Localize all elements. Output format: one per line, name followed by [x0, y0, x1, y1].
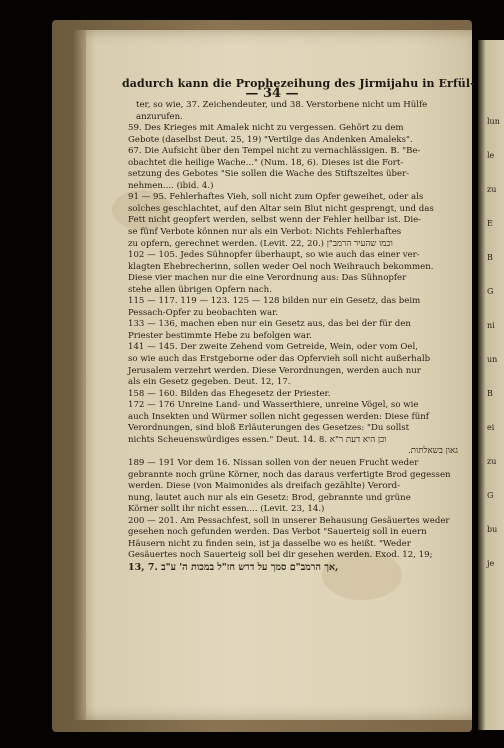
text-line: 13, 7. אך הרמב"ם סמך על דרש חז"ל במכות ה' ע"ב,: [128, 561, 339, 573]
text-line: Jerusalem verzehrt werden. Diese Verordnungen, werden auch nur: [128, 365, 421, 376]
facing-page-fragment: G: [487, 287, 494, 296]
text-line: stehe allen übrigen Opfern nach.: [128, 284, 272, 295]
facing-page-fragment: E: [487, 219, 493, 228]
facing-page-fragment: zu: [487, 185, 497, 194]
text-line: Pessach-Opfer zu beobachten war.: [128, 307, 279, 318]
text-line: klagten Ehebrecherinn, sollen weder Oel noch Weihrauch bekommen.: [128, 261, 434, 272]
text-line: 200 — 201. Am Pessachfest, soll in unserer Behausung Gesäuertes weder: [128, 515, 450, 526]
facing-page-fragment: zu: [487, 457, 497, 466]
text-line: Fett nicht geopfert werden, selbst wenn der Fehler heilbar ist. Die-: [128, 215, 422, 226]
page-body-text: [128, 100, 458, 573]
text-line: gesehen noch gefunden werden. Das Verbot "Sauerteig soll in euern: [128, 527, 427, 538]
text-line: zu opfern, gerechnet werden. (Levit. 22, 20.) וכמו שהעיר הרמב"ן: [128, 238, 393, 249]
facing-page-fragment: je: [487, 559, 495, 568]
book-gutter: [72, 30, 86, 720]
facing-page-fragment: B: [487, 253, 493, 262]
text-line: setzung des Gebotes "Sie sollen die Wache des Stiftszeltes über-: [128, 169, 410, 180]
text-line: 115 — 117. 119 — 123. 125 — 128 bilden nur ein Gesetz, das beim: [128, 296, 421, 307]
facing-page-fragment: lun: [487, 117, 500, 126]
text-line: nehmen.... (ibid. 4.): [128, 180, 214, 191]
text-line: גאון בשאלתות.: [408, 446, 458, 457]
text-line: so wie auch das Erstgeborne oder das Opfervieh soll nicht außerhalb: [128, 354, 431, 365]
text-line: 133 — 136, machen eben nur ein Gesetz aus, das bei der für den: [128, 319, 411, 330]
text-line: 59. Des Krieges mit Amalek nicht zu vergessen. Gehört zu dem: [128, 123, 404, 134]
text-line: auch Insekten und Würmer sollen nicht gegessen werden: Diese fünf: [128, 411, 429, 422]
page-number: — 34 —: [245, 86, 299, 101]
facing-page-fragment: bu: [487, 525, 498, 534]
text-line: Gebote (daselbst Deut. 25, 19) "Vertilge das Andenken Amaleks".: [128, 134, 413, 145]
text-line: obachtet die heilige Wache..." (Num. 18, 6). Dieses ist die Fort-: [128, 157, 404, 168]
text-line: Häusern nicht zu finden sein, ist ja dasselbe wo es heißt. "Weder: [128, 538, 411, 549]
facing-page-fragment: B: [487, 389, 493, 398]
running-head: dadurch kann die Prophezeihung des Jirmijahu in Erfül-: [122, 77, 475, 90]
text-line: se fünf Verbote können nur als ein Verbot: Nichts Fehlerhaftes: [128, 227, 402, 238]
text-line: als ein Gesetz gegeben. Deut. 12, 17.: [128, 377, 291, 388]
text-line: anzurufen.: [136, 111, 183, 122]
facing-page-fragment: le: [487, 151, 495, 160]
text-line: nichts Scheuenswürdiges essen." Deut. 14. 8. וכן היא דעת ר"א: [128, 434, 387, 445]
text-line: solches geschlachtet, auf den Altar sein Blut nicht gesprengt, und das: [128, 203, 434, 214]
text-line: Körner sollt ihr nicht essen.... (Levit. 23, 14.): [128, 504, 325, 515]
facing-page-edge: [478, 40, 504, 730]
facing-page-fragment: un: [487, 355, 498, 364]
text-line: Diese vier machen nur die eine Verordnung aus: Das Sühnopfer: [128, 273, 407, 284]
text-line: werden. Diese (von Maimonides als dreifach gezählte) Verord-: [128, 481, 401, 492]
facing-page-fragment: ni: [487, 321, 495, 330]
text-line: Gesäuertes noch Sauerteig soll bei dir gesehen werden. Exod. 12, 19;: [128, 550, 433, 561]
text-line: gebrannte noch grüne Körner, noch das daraus verfertigte Brod gegessen: [128, 469, 451, 480]
text-line: 67. Die Aufsicht über den Tempel nicht zu vernachlässigen. B. "Be-: [128, 146, 421, 157]
text-line: 102 — 105. Jedes Sühnopfer überhaupt, so wie auch das einer ver-: [128, 250, 420, 261]
text-line: 172 — 176 Unreine Land- und Wasserthiere, unreine Vögel, so wie: [128, 400, 419, 411]
facing-page-fragment: G: [487, 491, 494, 500]
text-line: 141 — 145. Der zweite Zehend vom Getreide, Wein, oder vom Oel,: [128, 342, 418, 353]
text-line: 158 — 160. Bilden das Ehegesetz der Priester.: [128, 388, 331, 399]
text-line: 91 — 95. Fehlerhaftes Vieh, soll nicht zum Opfer geweihet, oder als: [128, 192, 424, 203]
text-line: ter, so wie, 37. Zeichendeuter, und 38. Verstorbene nicht um Hülfe: [136, 100, 428, 110]
facing-page-fragment: ei: [487, 423, 495, 432]
text-line: Verordnungen, sind bloß Erläuterungen des Gesetzes: "Du sollst: [128, 423, 410, 434]
text-line: Priester bestimmte Hebe zu befolgen war.: [128, 330, 312, 341]
text-line: nung, lautet auch nur als ein Gesetz: Brod, gebrannte und grüne: [128, 492, 411, 503]
text-line: 189 — 191 Vor dem 16. Nissan sollen von der neuen Frucht weder: [128, 457, 419, 468]
